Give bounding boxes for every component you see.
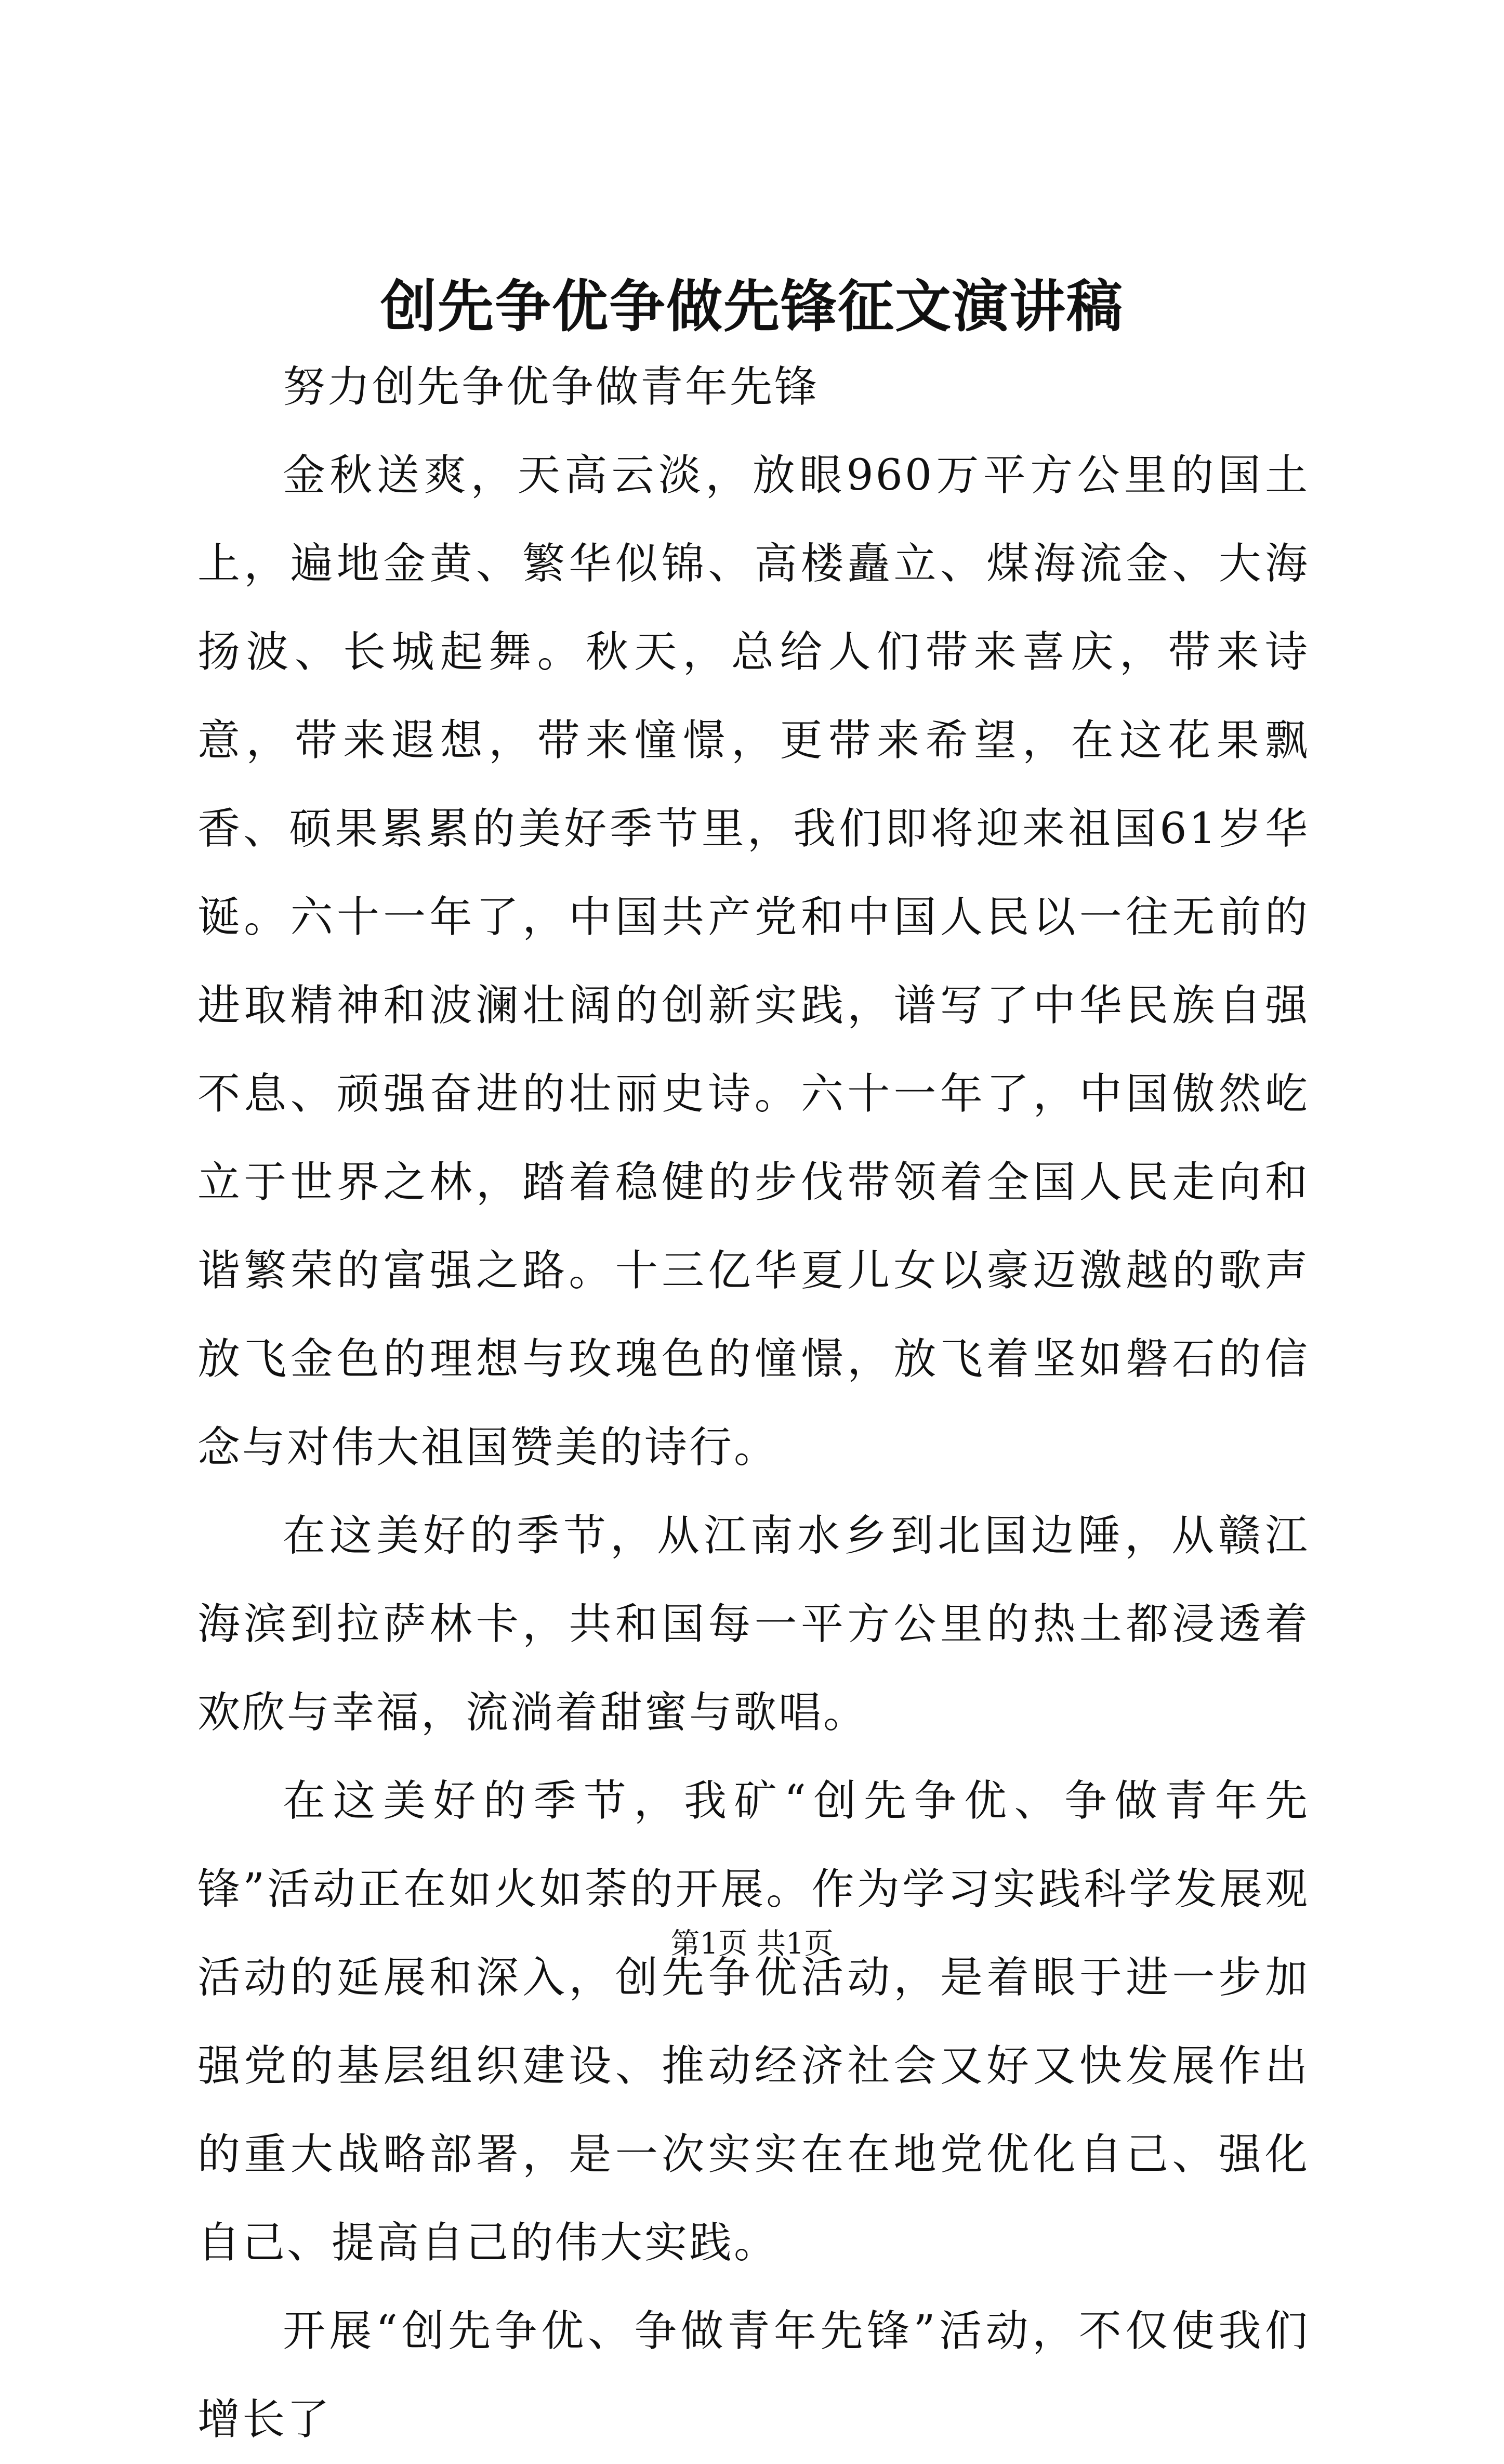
body-paragraph: 在这美好的季节，我矿“创先争优、争做青年先锋”活动正在如火如荼的开展。作为学习实践科学发展观活动的延展和深入，创先争优活动，是着眼于进一步加强党的基层组织建设、推动经济社会又好又快发展作出的重大战略部署，是一次实实在在地党优化自己、强化自己、提高自己的伟大实践。: [197, 1776, 1310, 2268]
body-paragraph: 开展“创先争优、争做青年先锋”活动，不仅使我们增长了: [197, 2306, 1310, 2444]
page-footer: 第1页 共1页: [670, 1927, 834, 1961]
document-body: [197, 343, 1310, 2464]
document-title: 创先争优争做先锋征文演讲稿: [380, 274, 1124, 339]
body-paragraph: 金秋送爽，天高云淡，放眼960万平方公里的国土上，遍地金黄、繁华似锦、高楼矗立、煤海流金、大海扬波、长城起舞。秋天，总给人们带来喜庆，带来诗意，带来遐想，带来憧憬，更带来希望，在这花果飘香、硕果累累的美好季节里，我们即将迎来祖国61岁华诞。六十一年了，中国共产党和中国人民以一往无前的进取精神和波澜壮阔的创新实践，谱写了中华民族自强不息、顽强奋进的壮丽史诗。六十一年了，中国傲然屹立于世界之林，踏着稳健的步伐带领着全国人民走向和谐繁荣的富强之路。十三亿华夏儿女以豪迈激越的歌声放飞金色的理想与玫瑰色的憧憬，放飞着坚如磐石的信念与对伟大祖国赞美的诗行。: [197, 451, 1310, 1472]
body-paragraph: 在这美好的季节，从江南水乡到北国边陲，从赣江海滨到拉萨林卡，共和国每一平方公里的热土都浸透着欢欣与幸福，流淌着甜蜜与歌唱。: [197, 1511, 1310, 1737]
subtitle-paragraph: 努力创先争优争做青年先锋: [283, 362, 820, 412]
